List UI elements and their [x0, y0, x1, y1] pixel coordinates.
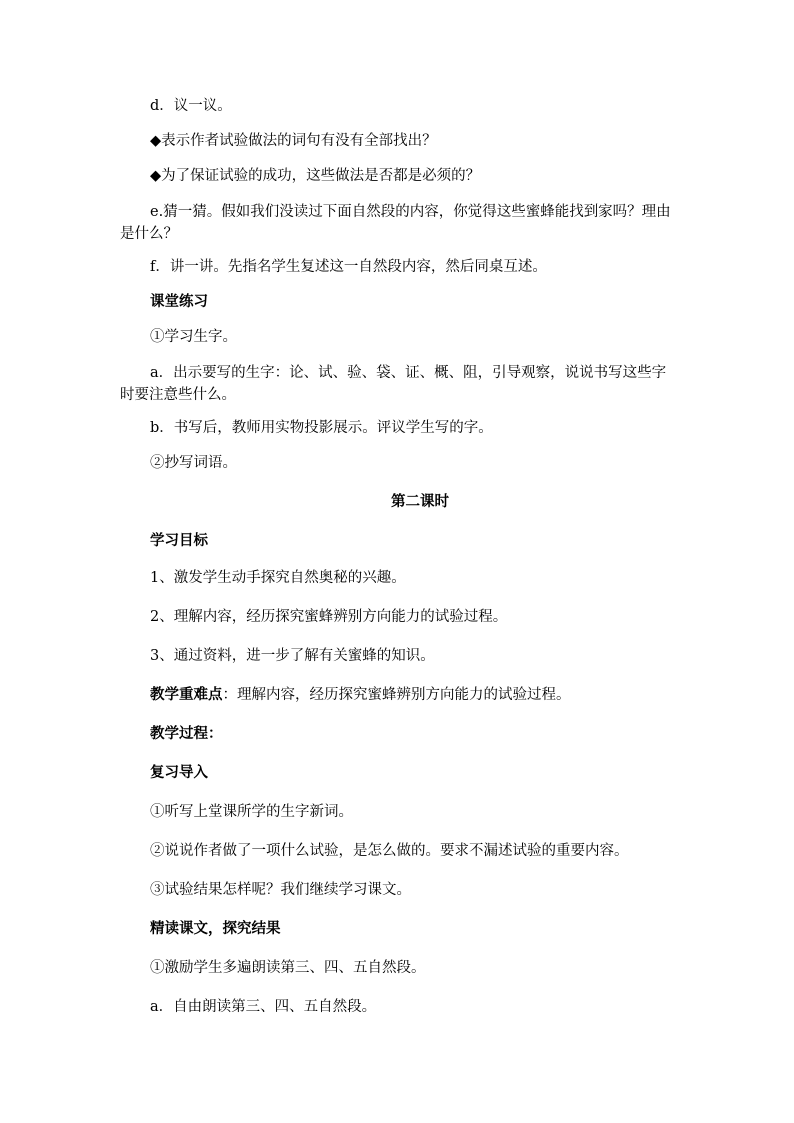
goal-item: 3、通过资料，进一步了解有关蜜蜂的知识。: [150, 648, 435, 664]
goal-item: 2、理解内容，经历探究蜜蜂辨别方向能力的试验过程。: [150, 609, 508, 625]
paragraph-question-1: ◆表示作者试验做法的词句有没有全部找出？: [150, 133, 437, 149]
paragraph-learn-characters: ①学习生字。: [150, 329, 237, 345]
paragraph-retell: f．讲一讲。先指名学生复述这一自然段内容，然后同桌互述。: [150, 259, 547, 275]
heading-learning-goals: 学习目标: [150, 532, 208, 549]
heading-second-lesson: 第二课时: [391, 493, 449, 510]
review-item: ①听写上堂课所学的生字新词。: [150, 804, 353, 820]
review-item: ②说说作者做了一项什么试验，是怎么做的。要求不漏述试验的重要内容。: [150, 843, 629, 859]
paragraph-discuss: d．议一议。: [150, 98, 232, 114]
paragraph-guess: e.猜一猜。假如我们没读过下面自然段的内容，你觉得这些蜜蜂能找到家吗？理由是什么？: [120, 204, 671, 242]
reading-item: a．自由朗读第三、四、五自然段。: [150, 999, 377, 1015]
paragraph-question-2: ◆为了保证试验的成功，这些做法是否都是必须的？: [150, 168, 481, 184]
paragraph-show-characters: a．出示要写的生字：论、试、验、袋、证、概、阻，引导观察，说说书写这些字时要注意些什么。: [120, 365, 667, 403]
heading-teaching-process: 教学过程：: [150, 725, 223, 742]
reading-item: ①激励学生多遍朗读第三、四、五自然段。: [150, 960, 426, 976]
heading-close-reading: 精读课文，探究结果: [150, 920, 281, 937]
review-item: ③试验结果怎样呢？我们继续学习课文。: [150, 882, 411, 898]
paragraph-copy-words: ②抄写词语。: [150, 455, 237, 471]
goal-item: 1、激发学生动手探究自然奥秘的兴趣。: [150, 570, 406, 586]
heading-review-intro: 复习导入: [150, 764, 208, 781]
key-points-label: 教学重难点: [150, 686, 223, 703]
paragraph-writing-review: b．书写后，教师用实物投影展示。评议学生写的字。: [150, 420, 493, 436]
heading-classroom-practice: 课堂练习: [150, 293, 208, 310]
key-points-text: ：理解内容，经历探究蜜蜂辨别方向能力的试验过程。: [222, 687, 571, 703]
paragraph-key-points: [120, 684, 680, 706]
